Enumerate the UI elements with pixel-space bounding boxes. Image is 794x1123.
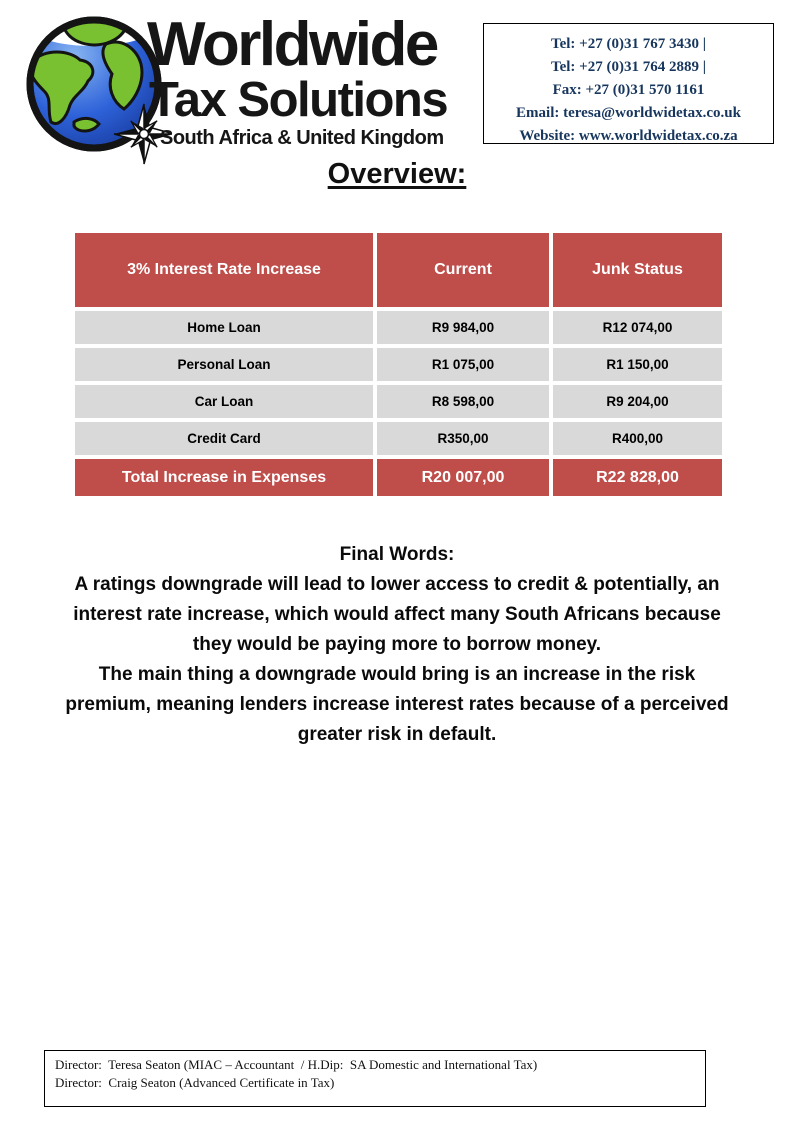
final-words-title: Final Words: <box>339 544 455 565</box>
logo-title-line1: Worldwide <box>147 10 437 79</box>
table-cell: R9 204,00 <box>553 385 722 418</box>
table-cell: R400,00 <box>553 422 722 455</box>
contact-email: Email: teresa@worldwidetax.co.uk <box>516 105 741 121</box>
final-words-section <box>0 540 794 750</box>
page-heading <box>0 158 794 191</box>
contact-tel-2: Tel: +27 (0)31 764 2889 | <box>550 59 707 75</box>
director-line: Director: Teresa Seaton (MIAC – Accountant / H.Dip: SA Domestic and International Tax) <box>55 1057 538 1072</box>
directors-footer-box <box>44 1050 706 1107</box>
table-total-cell: R22 828,00 <box>553 459 722 496</box>
table-header-cell: 3% Interest Rate Increase <box>75 233 373 307</box>
final-words-line: premium, meaning lenders increase interest rates because of a perceived <box>65 694 729 715</box>
contact-fax: Fax: +27 (0)31 570 1161 <box>552 82 705 98</box>
table-cell: Car Loan <box>75 385 373 418</box>
table-cell: R1 075,00 <box>377 348 549 381</box>
logo-subtitle: South Africa & United Kingdom <box>160 127 444 149</box>
table-cell: R9 984,00 <box>377 311 549 344</box>
logo-title-line2: Tax Solutions <box>149 73 448 127</box>
table-cell: R12 074,00 <box>553 311 722 344</box>
table-cell: R1 150,00 <box>553 348 722 381</box>
contact-info-box <box>483 23 774 144</box>
table-total-cell: R20 007,00 <box>377 459 549 496</box>
contact-website: Website: www.worldwidetax.co.za <box>519 128 738 144</box>
final-words-line: The main thing a downgrade would bring is an increase in the risk <box>98 664 696 685</box>
final-words-line: greater risk in default. <box>297 724 497 745</box>
final-words-line: interest rate increase, which would affect many South Africans because <box>73 604 721 625</box>
contact-tel-1: Tel: +27 (0)31 767 3430 | <box>550 36 707 52</box>
table-cell: R350,00 <box>377 422 549 455</box>
table-cell: Credit Card <box>75 422 373 455</box>
final-words-line: they would be paying more to borrow money. <box>192 634 602 655</box>
table-header-cell: Current <box>377 233 549 307</box>
table-cell: R8 598,00 <box>377 385 549 418</box>
table-cell: Home Loan <box>75 311 373 344</box>
director-line: Director: Craig Seaton (Advanced Certificate in Tax) <box>55 1074 335 1090</box>
final-words-line: A ratings downgrade will lead to lower access to credit & potentially, an <box>74 574 720 595</box>
table-total-cell: Total Increase in Expenses <box>75 459 373 496</box>
page-heading-text: Overview: <box>327 158 467 190</box>
interest-rate-table <box>75 233 722 496</box>
table-cell: Personal Loan <box>75 348 373 381</box>
table-header-cell: Junk Status <box>553 233 722 307</box>
